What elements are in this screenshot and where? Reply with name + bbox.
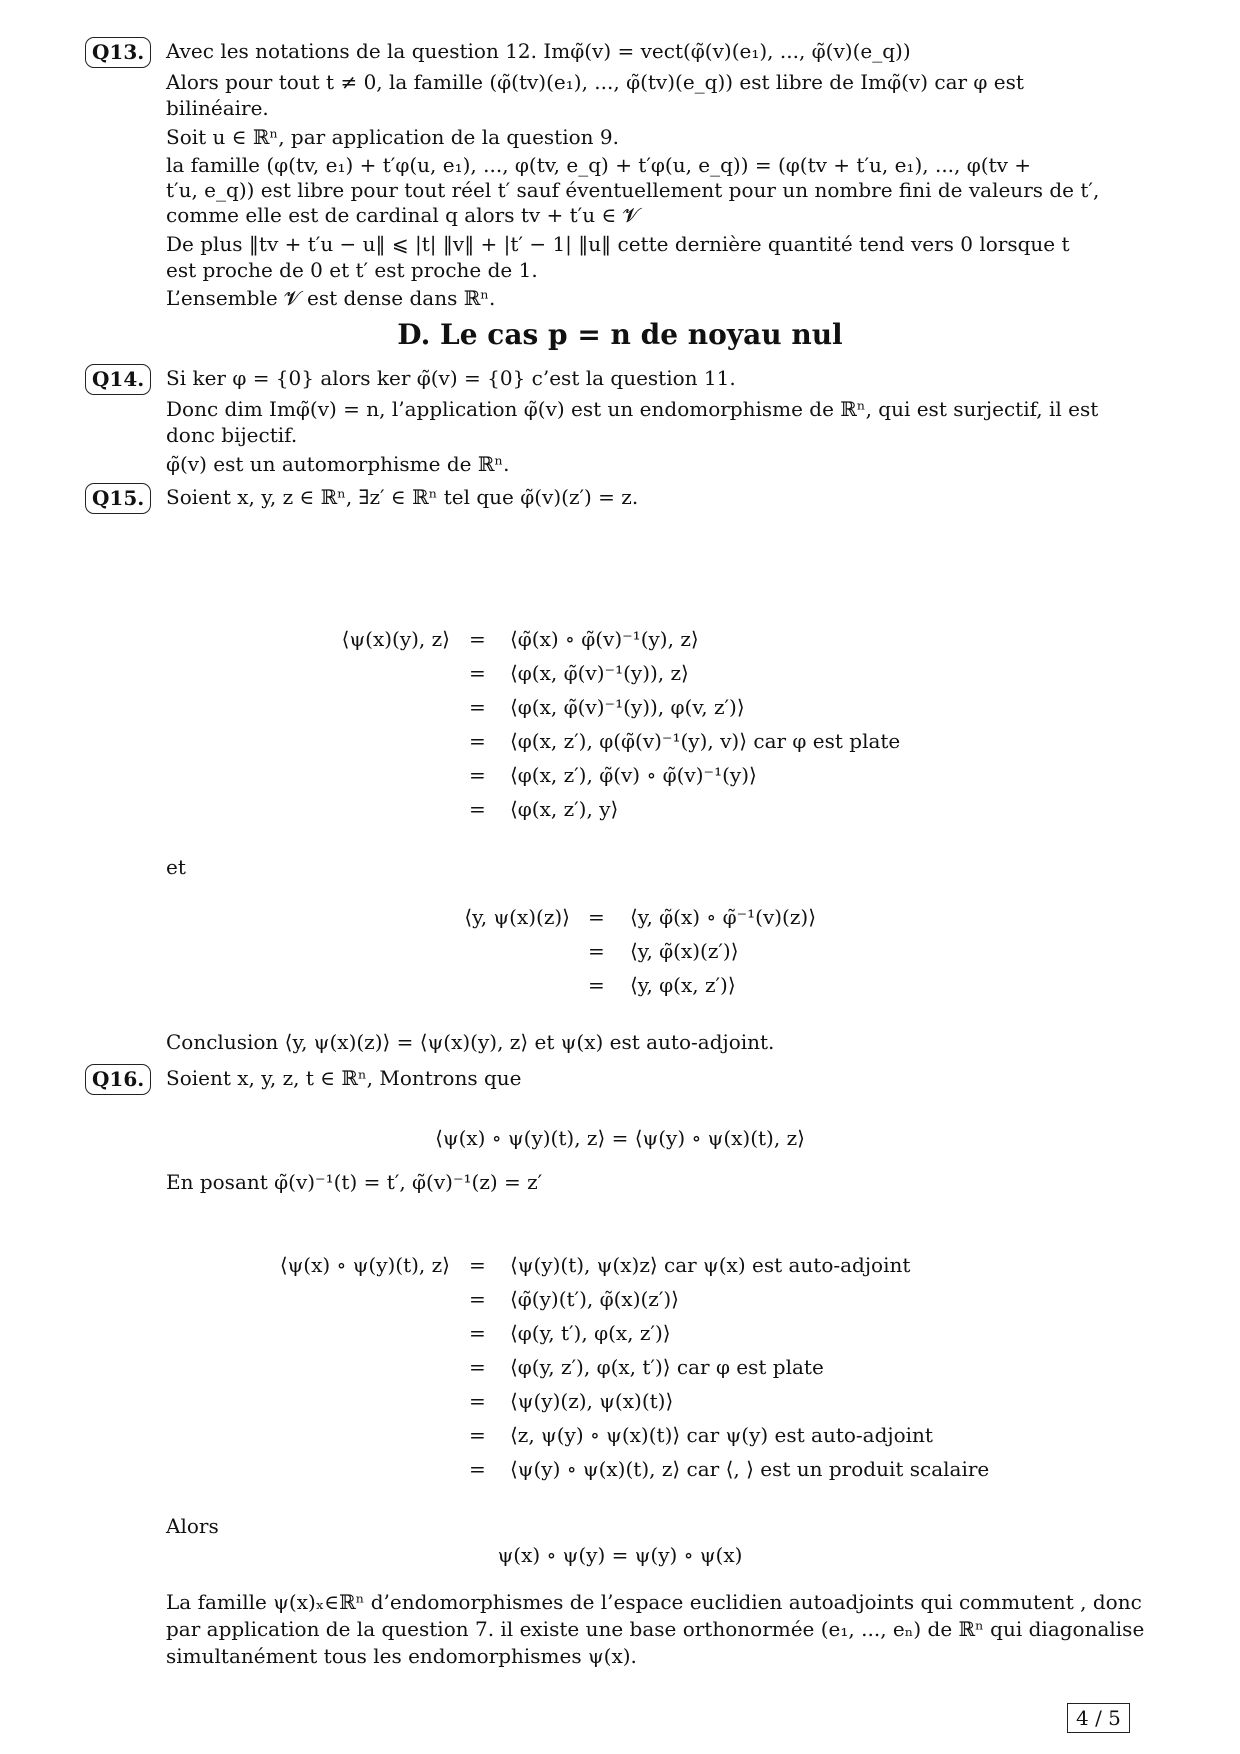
eq1-rhs: ⟨φ(x, φ̃(v)⁻¹(y)), φ(v, z′)⟩	[510, 695, 745, 719]
q13-line: la famille (φ(tv, e₁) + t′φ(u, e₁), ..., φ(tv, e_q) + t′φ(u, e_q)) = (φ(tv + t′u, e₁), ..., φ(tv +	[166, 153, 1032, 177]
question-label-q15: Q15.	[85, 483, 151, 514]
q16-substitution: En posant φ̃(v)⁻¹(t) = t′, φ̃(v)⁻¹(z) = z′	[166, 1170, 543, 1194]
eq2-equals: =	[588, 939, 605, 963]
eq3-equals: =	[469, 1423, 486, 1447]
q14-line: Si ker φ = {0} alors ker φ̃(v) = {0} c’est la question 11.	[166, 366, 736, 390]
eq1-equals: =	[469, 797, 486, 821]
q13-line: est proche de 0 et t′ est proche de 1.	[166, 258, 538, 282]
eq3-lhs: ⟨ψ(x) ∘ ψ(y)(t), z⟩	[279, 1253, 450, 1277]
eq1-equals: =	[469, 661, 486, 685]
q16-intro: Soient x, y, z, t ∈ ℝⁿ, Montrons que	[166, 1066, 522, 1090]
q14-line: φ̃(v) est un automorphisme de ℝⁿ.	[166, 452, 510, 476]
eq3-equals: =	[469, 1355, 486, 1379]
q15-conclusion: Conclusion ⟨y, ψ(x)(z)⟩ = ⟨ψ(x)(y), z⟩ et ψ(x) est auto-adjoint.	[166, 1030, 775, 1054]
q13-line: De plus ‖tv + t′u − u‖ ⩽ |t| ‖v‖ + |t′ − 1| ‖u‖ cette dernière quantité tend vers 0 lorsque t	[166, 232, 1070, 256]
q16-result-equation: ψ(x) ∘ ψ(y) = ψ(y) ∘ ψ(x)	[497, 1543, 743, 1567]
connector-text: Alors	[166, 1514, 219, 1538]
eq3-rhs: ⟨φ(y, t′), φ(x, z′)⟩	[510, 1321, 671, 1345]
q16-final-line: par application de la question 7. il existe une base orthonormée (e₁, ..., eₙ) de ℝⁿ qui diagonalise	[166, 1617, 1145, 1641]
q14-line: Donc dim Imφ̃(v) = n, l’application φ̃(v) est un endomorphisme de ℝⁿ, qui est surjectif, il est	[166, 397, 1099, 421]
q14-line: donc bijectif.	[166, 423, 298, 447]
q16-goal-equation: ⟨ψ(x) ∘ ψ(y)(t), z⟩ = ⟨ψ(y) ∘ ψ(x)(t), z⟩	[435, 1126, 805, 1150]
q16-final-line: simultanément tous les endomorphismes ψ(x).	[166, 1644, 637, 1668]
q16-final-line: La famille ψ(x)ₓ∈ℝⁿ d’endomorphismes de l’espace euclidien autoadjoints qui commutent , donc	[166, 1590, 1142, 1614]
q13-line: Soit u ∈ ℝⁿ, par application de la question 9.	[166, 125, 619, 149]
question-label-q14: Q14.	[85, 364, 151, 395]
q15-intro: Soient x, y, z ∈ ℝⁿ, ∃z′ ∈ ℝⁿ tel que φ̃(v)(z′) = z.	[166, 485, 639, 509]
eq1-equals: =	[469, 627, 486, 651]
eq1-rhs: ⟨φ(x, z′), φ(φ̃(v)⁻¹(y), v)⟩ car φ est plate	[510, 729, 901, 753]
eq1-rhs: ⟨φ̃(x) ∘ φ̃(v)⁻¹(y), z⟩	[510, 627, 699, 651]
question-label-q16: Q16.	[85, 1064, 151, 1095]
eq2-rhs: ⟨y, φ(x, z′)⟩	[630, 973, 736, 997]
eq3-equals: =	[469, 1389, 486, 1413]
eq3-rhs: ⟨ψ(y)(z), ψ(x)(t)⟩	[510, 1389, 674, 1413]
eq3-rhs: ⟨ψ(y) ∘ ψ(x)(t), z⟩ car ⟨, ⟩ est un produit scalaire	[510, 1457, 990, 1481]
q13-line: L’ensemble 𝓥 est dense dans ℝⁿ.	[166, 286, 496, 310]
eq3-rhs: ⟨z, ψ(y) ∘ ψ(x)(t)⟩ car ψ(y) est auto-adjoint	[510, 1423, 933, 1447]
eq3-equals: =	[469, 1321, 486, 1345]
eq1-equals: =	[469, 729, 486, 753]
eq1-rhs: ⟨φ(x, z′), y⟩	[510, 797, 619, 821]
question-label-q13: Q13.	[85, 37, 151, 68]
eq1-lhs: ⟨ψ(x)(y), z⟩	[341, 627, 450, 651]
q13-line: bilinéaire.	[166, 96, 269, 120]
q13-line: Alors pour tout t ≠ 0, la famille (φ̃(tv)(e₁), ..., φ̃(tv)(e_q)) est libre de Imφ̃(v) car φ est	[166, 70, 1024, 94]
eq2-rhs: ⟨y, φ̃(x) ∘ φ̃⁻¹(v)(z)⟩	[630, 905, 816, 929]
eq2-equals: =	[588, 973, 605, 997]
eq3-equals: =	[469, 1457, 486, 1481]
eq1-equals: =	[469, 695, 486, 719]
eq2-equals: =	[588, 905, 605, 929]
q13-line: comme elle est de cardinal q alors tv + t′u ∈ 𝓥	[166, 203, 640, 227]
eq2-lhs: ⟨y, ψ(x)(z)⟩	[464, 905, 570, 929]
section-heading: D. Le cas p = n de noyau nul	[397, 318, 843, 351]
connector-text: et	[166, 855, 186, 879]
eq1-rhs: ⟨φ(x, z′), φ̃(v) ∘ φ̃(v)⁻¹(y)⟩	[510, 763, 757, 787]
eq3-equals: =	[469, 1253, 486, 1277]
eq3-equals: =	[469, 1287, 486, 1311]
q13-line: t′u, e_q)) est libre pour tout réel t′ sauf éventuellement pour un nombre fini de valeurs de t′,	[166, 178, 1100, 202]
eq3-rhs: ⟨ψ(y)(t), ψ(x)z⟩ car ψ(x) est auto-adjoint	[510, 1253, 911, 1277]
eq1-equals: =	[469, 763, 486, 787]
eq3-rhs: ⟨φ(y, z′), φ(x, t′)⟩ car φ est plate	[510, 1355, 824, 1379]
page-number: 4 / 5	[1067, 1703, 1130, 1733]
eq3-rhs: ⟨φ̃(y)(t′), φ̃(x)(z′)⟩	[510, 1287, 679, 1311]
q13-line: Avec les notations de la question 12. Imφ̃(v) = vect(φ̃(v)(e₁), ..., φ̃(v)(e_q))	[166, 39, 911, 63]
eq2-rhs: ⟨y, φ̃(x)(z′)⟩	[630, 939, 739, 963]
eq1-rhs: ⟨φ(x, φ̃(v)⁻¹(y)), z⟩	[510, 661, 689, 685]
